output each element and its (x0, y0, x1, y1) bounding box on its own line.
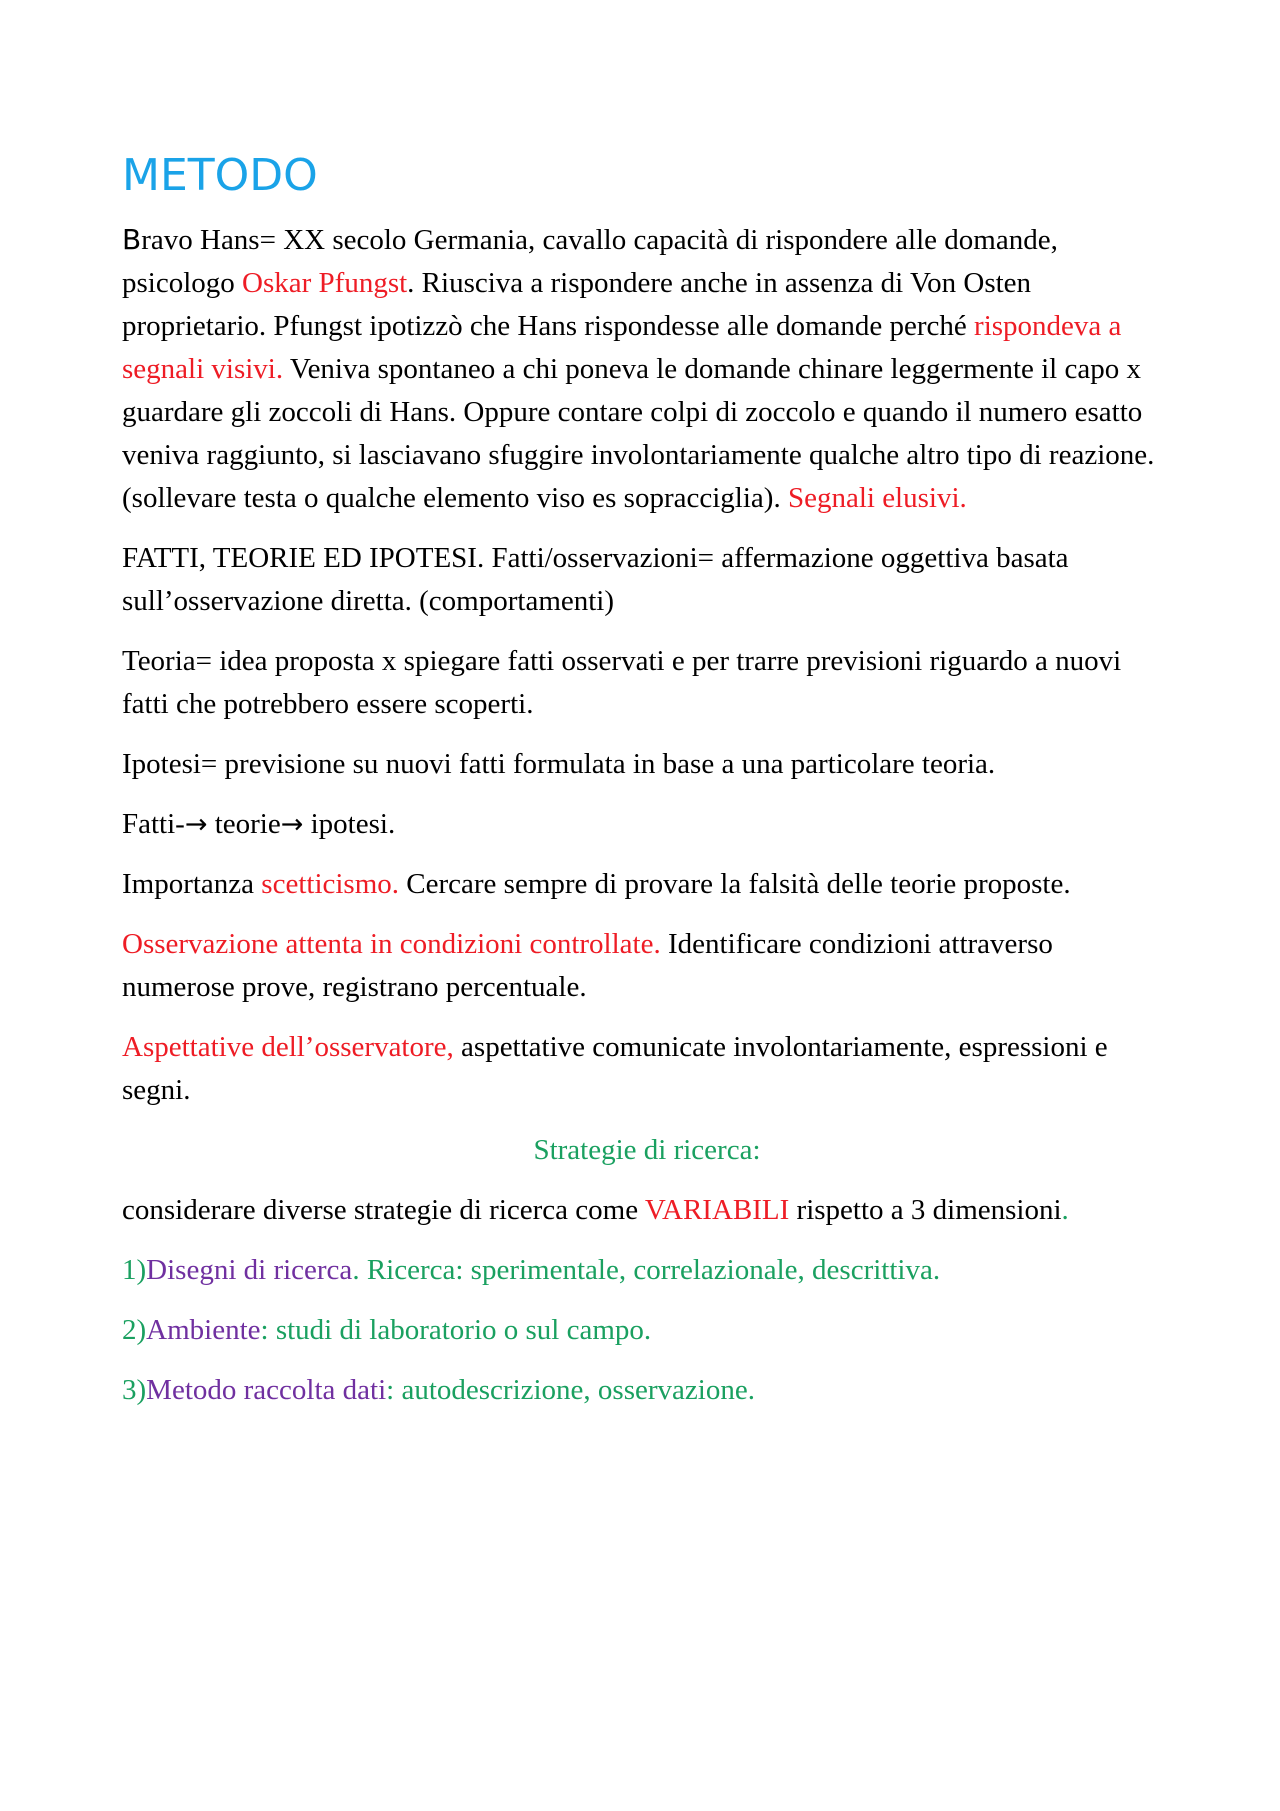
text-segment: Veniva spontaneo a chi poneva le domande chinare leggermente il capo x guardare gli zoccoli di Hans. Oppure contare colpi di zoccolo e quando il numero esatto veniva raggiunto, si lasciavano sfuggire involontariamente qualche altro tipo di reazione. (sollevare testa o qualche elemento viso es sopracciglia). (122, 353, 1155, 514)
item-number: 3) (122, 1374, 147, 1406)
highlight-red: VARIABILI (644, 1194, 790, 1226)
paragraph-fatti: FATTI, TEORIE ED IPOTESI. Fatti/osservazioni= affermazione oggettiva basata sull’osservazione diretta. (comportamenti) (122, 542, 1069, 617)
text-segment: rispetto a 3 dimensioni (789, 1194, 1062, 1226)
highlight-red: Aspettative dell’osservatore, (122, 1031, 454, 1063)
item-label: Metodo raccolta dati (146, 1374, 387, 1406)
text-segment: Importanza (122, 868, 262, 900)
document-page (122, 148, 1172, 1429)
text-segment: considerare diverse strategie di ricerca come (122, 1194, 645, 1226)
paragraph-variabili (122, 1189, 1172, 1232)
highlight-red: Oskar Pfungst (242, 267, 408, 299)
paragraph-aspettative (122, 1026, 1172, 1112)
highlight-red: Segnali elusivi. (787, 482, 967, 514)
list-item (122, 1249, 1172, 1292)
paragraph-sequence (122, 803, 1172, 846)
item-number: 2) (122, 1314, 147, 1346)
text-segment: ravo Hans= XX secolo Germania, cavallo capacità di rispondere alle domande, psicologo (122, 224, 1058, 299)
item-label: Disegni di ricerca (146, 1254, 353, 1286)
paragraph-osservazione (122, 923, 1172, 1009)
highlight-green: . (1061, 1194, 1069, 1226)
text-segment: Fatti- (122, 808, 185, 840)
paragraph-ipotesi: Ipotesi= previsione su nuovi fatti formulata in base a una particolare teoria. (122, 748, 996, 780)
text-segment: aspettative comunicate involontariamente, espressioni e segni. (122, 1031, 1108, 1106)
paragraph-scetticismo (122, 863, 1172, 906)
item-text: : autodescrizione, osservazione. (386, 1374, 755, 1406)
text-segment: . Riusciva a rispondere anche in assenza di Von Osten proprietario. Pfungst ipotizzò che Hans rispondesse alle domande perché (122, 267, 1032, 342)
item-text: : studi di laboratorio o sul campo. (260, 1314, 652, 1346)
highlight-red: scetticismo. (261, 868, 400, 900)
item-number: 1) (122, 1254, 147, 1286)
text-segment: ipotesi. (303, 808, 396, 840)
item-label: Ambiente (146, 1314, 261, 1346)
paragraph-bravo-hans (122, 218, 1172, 520)
text-segment: teorie (207, 808, 281, 840)
item-text: . Ricerca: sperimentale, correlazionale, descrittiva. (352, 1254, 941, 1286)
text-segment: Identificare condizioni attraverso numerose prove, registrano percentuale. (122, 928, 1053, 1003)
paragraph-teoria: Teoria= idea proposta x spiegare fatti osservati e per trarre previsioni riguardo a nuovi fatti che potrebbero essere scoperti. (122, 645, 1122, 720)
list-item (122, 1369, 1172, 1412)
page-title: METODO (122, 150, 318, 201)
highlight-red: rispondeva a segnali visivi. (122, 310, 1122, 385)
section-heading: Strategie di ricerca: (533, 1134, 761, 1166)
drop-initial: B (122, 223, 142, 256)
highlight-red: Osservazione attenta in condizioni controllate. (122, 928, 661, 960)
arrow-right-icon: → (184, 809, 208, 840)
arrow-right-icon: → (280, 809, 304, 840)
text-segment: Cercare sempre di provare la falsità delle teorie proposte. (399, 868, 1071, 900)
list-item (122, 1309, 1172, 1352)
